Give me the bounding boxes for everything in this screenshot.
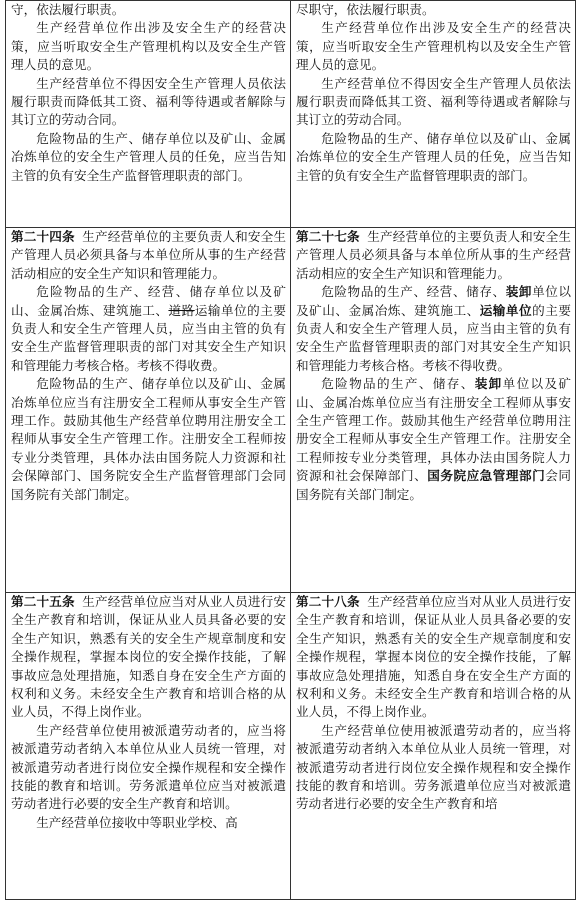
article-number: 第二十八条 [296,594,360,609]
new-text-cell [291,593,576,900]
article-text: 生产经营单位应当对从业人员进行安全生产教育和培训，保证从业人员具备必要的安全生产知识，熟悉有关的安全生产规章制度和安全操作规程，掌握本岗位的安全操作技能，了解事故应急处理措施，知悉自身在安全生产方面的权利和义务。未经安全生产教育和培训合格的从业人员，不得上岗作业。 [296,594,572,720]
paragraph [296,375,571,504]
article-text: 生产经营单位的主要负责人和安全生产管理人员必须具备与本单位所从事的生产经营活动相应的安全生产知识和管理能力。 [11,229,287,281]
paragraph: 危险物品的生产、储存单位以及矿山、金属冶炼单位应当有注册安全工程师从事安全生产管理工作。鼓励其他生产经营单位聘用注册安全工程师从事安全生产管理工作。注册安全工程师按专业分类管理，具体办法由国务院人力资源和社会保障部门、国务院安全生产监督管理部门会同国务院有关部门制定。 [11,376,286,502]
paragraph: 尽职守，依法履行职责。 [296,2,435,17]
text-run: 危险物品的生产、储存、 [321,376,475,392]
paragraph: 生产经营单位使用被派遣劳动者的，应当将被派遣劳动者纳入本单位从业人员统一管理，对被派遣劳动者进行岗位安全操作规程和安全操作技能的教育和培训。劳务派遣单位应当对被派遣劳动者进行必要的安全生产教育和培训。 [11,722,286,812]
text-run: 危险物品的生产、经营、储存单位以及矿山、金属冶炼、建筑施工、 [11,284,286,318]
paragraph: 生产经营单位不得因安全生产管理人员依法履行职责而降低其工资、福利等待遇或者解除与其订立的劳动合同。 [11,75,286,128]
paragraph: 危险物品的生产、储存单位以及矿山、金属冶炼单位的安全生产管理人员的任免，应当告知主管的负有安全生产监督管理职责的部门。 [11,130,286,183]
text-run: 会同国务院有关部门制定。 [296,468,572,502]
article-text: 生产经营单位的主要负责人和安全生产管理人员必须具备与本单位所从事的生产经营活动相应的安全生产知识和管理能力。 [296,229,572,281]
article-paragraph [296,593,571,722]
text-run: 运输单位的主要负责人和安全生产管理人员，应当由主管的负有安全生产监督管理职责的部门对其安全生产知识和管理能力考核合格。考核不得收费。 [11,302,287,373]
paragraph [11,283,286,375]
old-text-cell [6,228,291,593]
text-run: 单位以及矿山、金属冶炼、建筑施工、 [296,284,572,318]
article-paragraph [11,228,286,283]
article-number: 第二十四条 [11,229,75,244]
paragraph: 生产经营单位使用被派遣劳动者的，应当将被派遣劳动者纳入本单位从业人员统一管理，对被派遣劳动者进行岗位安全操作规程和安全操作技能的教育和培训。劳务派遣单位应当对被派遣劳动者进行必要的安全生产教育和培 [296,722,571,812]
new-text-cell [291,228,576,593]
text-run: 的主要负责人和安全生产管理人员，应当由主管的负有安全生产监督管理职责的部门对其安全生产知识和管理能力考核合格。考核不得收费。 [296,302,572,373]
paragraph: 生产经营单位不得因安全生产管理人员依法履行职责而降低其工资、福利等待遇或者解除与其订立的劳动合同。 [296,75,571,128]
paragraph [296,283,571,375]
added-text: 装卸 [474,376,503,392]
paragraph: 守，依法履行职责。 [11,2,125,17]
table-row [6,228,576,593]
added-text: 装卸 [505,284,533,300]
old-text-cell [6,593,291,900]
paragraph: 危险物品的生产、储存单位以及矿山、金属冶炼单位的安全生产管理人员的任免，应当告知主管的负有安全生产监督管理职责的部门。 [296,130,571,183]
paragraph: 生产经营单位接收中等职业学校、高 [36,814,238,830]
deleted-text: 道路 [168,302,195,318]
text-run: 单位以及矿山、金属冶炼单位应当有注册安全工程师从事安全生产管理工作。鼓励其他生产经营单位聘用注册安全工程师从事安全生产管理工作。注册安全工程师按专业分类管理，具体办法由国务院人力资源和社会保障部门、 [296,376,572,484]
added-text: 运输单位 [479,302,533,318]
old-text-cell [6,1,291,228]
article-paragraph [11,593,286,722]
table-row [6,1,576,228]
article-number: 第二十五条 [11,594,75,609]
paragraph: 生产经营单位作出涉及安全生产的经营决策，应当听取安全生产管理机构以及安全生产管理人员的意见。 [11,20,286,73]
added-text: 国务院应急管理部门 [427,468,546,484]
table-row [6,593,576,900]
comparison-table [5,0,576,900]
new-text-cell [291,1,576,228]
text-run: 危险物品的生产、经营、储存、 [321,284,506,300]
article-paragraph [296,228,571,283]
paragraph: 生产经营单位作出涉及安全生产的经营决策，应当听取安全生产管理机构以及安全生产管理人员的意见。 [296,20,571,73]
article-number: 第二十七条 [296,229,360,244]
article-text: 生产经营单位应当对从业人员进行安全生产教育和培训，保证从业人员具备必要的安全生产知识，熟悉有关的安全生产规章制度和安全操作规程，掌握本岗位的安全操作技能，了解事故应急处理措施，知悉自身在安全生产方面的权利和义务。未经安全生产教育和培训合格的从业人员，不得上岗作业。 [11,594,287,720]
